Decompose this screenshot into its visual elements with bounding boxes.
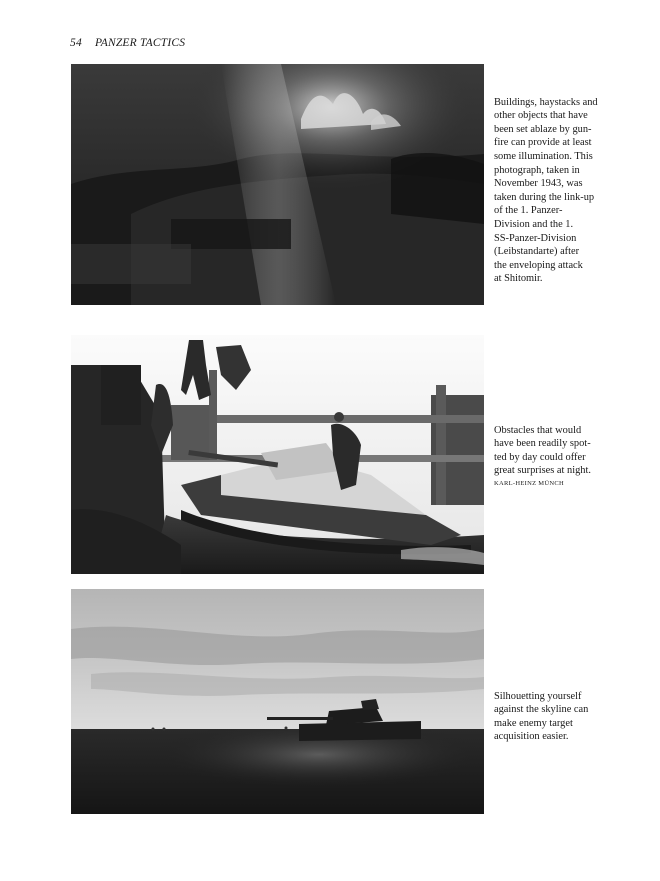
photo-burning-buildings-image	[71, 64, 484, 305]
photo-tank-obstacle	[71, 335, 484, 574]
caption-tank-silhouette	[494, 676, 616, 744]
photo-burning-buildings	[71, 64, 484, 305]
photo-tank-silhouette-image	[71, 589, 484, 814]
caption-tank-obstacle	[494, 410, 616, 503]
caption-text: Silhouetting yourself against the skyline can make enemy target acquisition easier.	[494, 690, 589, 743]
page-number: 54	[70, 37, 82, 49]
running-title: PANZER TACTICS	[94, 37, 186, 49]
caption-text: Buildings, haystacks and other objects that have been set ablaze by gun- fire can provide at least some illumination. This photograph, taken in November 1943, was taken during the link-up of the 1. Panzer- Division and the 1. SS-Panzer-Division (Leibstandarte) after the enveloping attack at Shitomir.	[494, 96, 598, 285]
caption-burning-buildings	[494, 82, 616, 286]
photo-tank-obstacle-image	[71, 335, 484, 574]
photo-credit: KARL-HEINZ MÜNCH	[494, 479, 564, 487]
photo-tank-silhouette	[71, 589, 484, 814]
caption-text: Obstacles that would have been readily spot- ted by day could offer great surprises at night.	[494, 424, 591, 477]
running-head	[70, 37, 185, 49]
